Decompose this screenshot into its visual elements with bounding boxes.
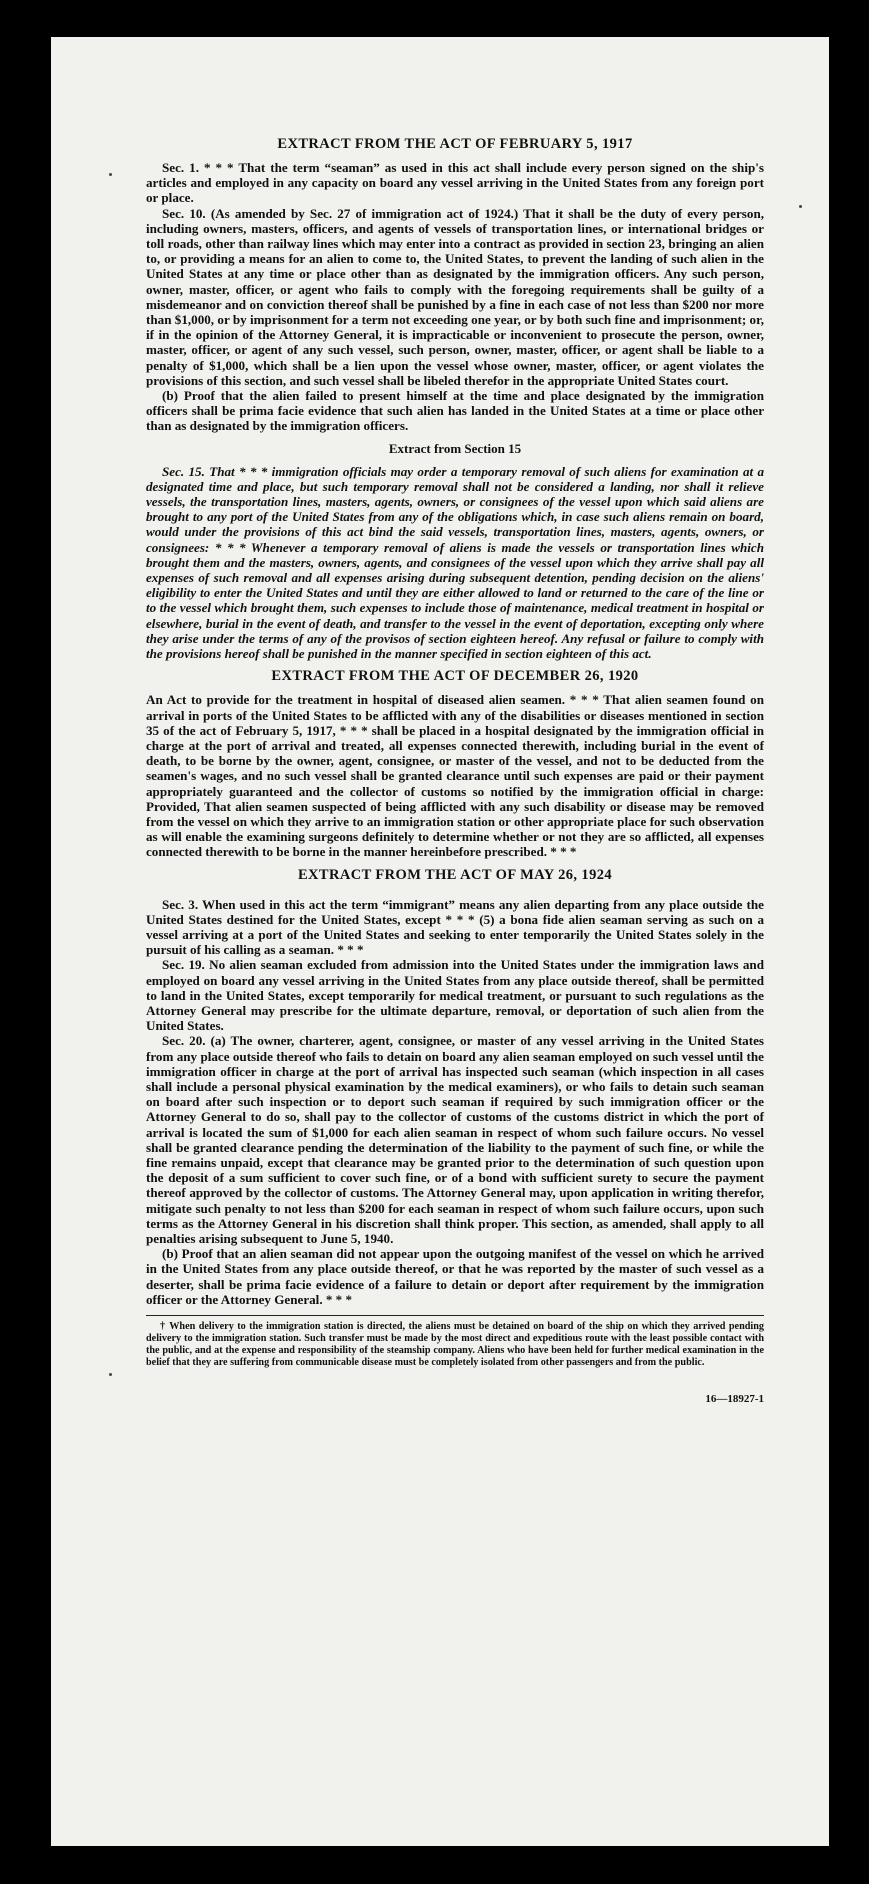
document-body (146, 135, 764, 1406)
footnote: † When delivery to the immigration station is directed, the aliens must be detained on board of the ship on which they arrived pending delivery to the immigration station. Such transfer must be made by the most direct and expeditious route with the least possible contact with the public, and at the expense and responsibility of the steamship company. Aliens who have been held for further medical examination in the belief that they are suffering from communicable disease must be completely isolated from other passengers and from the public. (146, 1321, 764, 1369)
paragraph-sec-20-b: (b) Proof that an alien seaman did not appear upon the outgoing manifest of the vessel on which he arrived in the United States from any place outside thereof, or that he was reported by the master of such vessel as a deserter, shall be prima facie evidence of a failure to detain or deport after requirement by the immigration officer or the Attorney General. * * * (146, 1246, 764, 1307)
heading-act-1920: EXTRACT FROM THE ACT OF DECEMBER 26, 1920 (271, 668, 639, 685)
heading-section-15: Extract from Section 15 (388, 440, 522, 456)
heading-act-1924: EXTRACT FROM THE ACT OF MAY 26, 1924 (297, 866, 613, 883)
footnote-divider (146, 1315, 764, 1316)
paragraph-sec-3: Sec. 3. When used in this act the term “immigrant” means any alien departing from any place outside the United States destined for the United States, except * * * (5) a bona fide alien seaman serving as such on a vessel arriving at a port of the United States and seeking to enter temporarily the United States solely in the pursuit of his calling as a seaman. * * * (146, 896, 764, 958)
margin-speck (109, 1373, 112, 1376)
document-page (51, 37, 829, 1846)
paragraph-act-1920: An Act to provide for the treatment in hospital of diseased alien seamen. * * * That alien seamen found on arrival in ports of the United States to be afflicted with any of the disabilities or diseases mentioned in section 35 of the act of February 5, 1917, * * * shall be placed in a hospital designated by the immigration official in charge at the port of arrival and treated, all expenses connected therewith, including burial in the event of death, to be borne by the owner, agent, consignee, or master of the vessel, and not to be deducted from the seamen's wages, and no such vessel shall be granted clearance until such expenses are paid or their payment appropriately guaranteed and the collector of customs so notified by the immigration official in charge: Provided, That alien seamen suspected of being afflicted with any such disability or disease may be removed from the vessel on which they arrive to an immigration station or other appropriate place for such observation as will enable the examining surgeons definitely to determine whether or not they are so afflicted, all expenses connected therewith to be borne in the manner hereinbefore prescribed. * * * (146, 692, 764, 860)
paragraph-sec-10-b: (b) Proof that the alien failed to present himself at the time and place designated by the immigration officers shall be prima facie evidence that such alien has landed in the United States at a time or place other than as designated by the immigration officers. (146, 388, 764, 434)
paragraph-sec-19: Sec. 19. No alien seaman excluded from admission into the United States under the immigration laws and employed on board any vessel arriving in the United States from any place outside thereof, shall be permitted to land in the United States, except temporarily for medical treatment, or pursuant to such regulations as the Attorney General may prescribe for the ultimate departure, removal, or deportation of such alien from the United States. (146, 957, 764, 1034)
heading-act-1917: EXTRACT FROM THE ACT OF FEBRUARY 5, 1917 (277, 136, 633, 152)
paragraph-sec-15: Sec. 15. That * * * immigration officials may order a temporary removal of such aliens for examination at a designated time and place, but such temporary removal shall not be considered a landing, nor shall it relieve vessels, the transportation lines, masters, agents, owners, or consignees of the vessel upon which said aliens are brought to any port of the United States from any of the obligations which, in case such aliens remain on board, would under the provisions of this act bind the said vessels, transportation lines, masters, agents, owners, or consignees: * * * Whenever a temporary removal of aliens is made the vessels or transportation lines which brought them and the masters, owners, agents, and consignees of the vessel upon which they arrive shall pay all expenses of such removal and all expenses arising during subsequent detention, pending decision on the aliens' eligibility to enter the United States and until they are either allowed to land or returned to the care of the line or to the vessel which brought them, such expenses to include those of maintenance, medical treatment in hospital or elsewhere, burial in the event of death, and transfer to the vessel in the event of deportation, excepting only where they arise under the terms of any of the provisos of section eighteen hereof. Any refusal or failure to comply with the provisions hereof shall be punished in the manner specified in section eighteen of this act. (146, 463, 764, 662)
paragraph-sec-10: Sec. 10. (As amended by Sec. 27 of immigration act of 1924.) That it shall be the duty of every person, including owners, masters, officers, and agents of vessels of transportation lines, or international bridges or toll roads, other than railway lines which may enter into a contract as provided in section 23, bringing an alien to, or providing a means for an alien to come to, the United States, to prevent the landing of such alien in the United States at any time or place other than as designated by the immigration officers. Any such person, owner, master, officer, or agent who fails to comply with the foregoing requirements shall be guilty of a misdemeanor and on conviction thereof shall be punished by a fine in each case of not less than $200 nor more than $1,000, or by imprisonment for a term not exceeding one year, or by both such fine and imprisonment; or, if in the opinion of the Attorney General, it is impracticable or inconvenient to prosecute the person, owner, master, officer, or agent of any such vessel, such person, owner, master, officer, or agent shall be liable to a penalty of $1,000, which shall be a lien upon the vessel whose owner, master, officer, or agent violates the provisions of this section, and such vessel shall be libeled therefor in the appropriate United States court. (146, 205, 764, 388)
paragraph-sec-20-a: Sec. 20. (a) The owner, charterer, agent, consignee, or master of any vessel arriving in the United States from any place outside thereof who fails to detain on board any alien seaman employed on such vessel until the immigration officer in charge at the port of arrival has inspected such seaman (which inspection in all cases shall include a personal physical examination by the medical examiners), or who fails to detain such seaman on board after such inspection or to deport such seaman if required by such immigration officer or the Attorney General to do so, shall pay to the collector of customs of the customs district in which the port of arrival is located the sum of $1,000 for each alien seaman in respect of whom such failure occurs. No vessel shall be granted clearance pending the determination of the liability to the payment of such fine, or while the fine remains unpaid, except that clearance may be granted prior to the determination of such question upon the deposit of a sum sufficient to cover such fine, or of a bond with sufficient surety to secure the payment thereof approved by the collector of customs. The Attorney General may, upon application in writing therefor, mitigate such penalty to not less than $200 for each seaman in respect of whom such failure occurs, upon such terms as the Attorney General in his discretion shall think proper. This section, as amended, shall apply to all penalties arising subsequent to June 5, 1940. (146, 1033, 764, 1246)
margin-speck (109, 173, 112, 176)
form-number: 16—18927-1 (705, 1393, 764, 1406)
paragraph-sec-1: Sec. 1. * * * That the term “seaman” as used in this act shall include every person signed on the ship's articles and employed in any capacity on board any vessel arriving in the United States from any foreign port or place. (146, 160, 764, 206)
margin-speck (799, 205, 802, 208)
